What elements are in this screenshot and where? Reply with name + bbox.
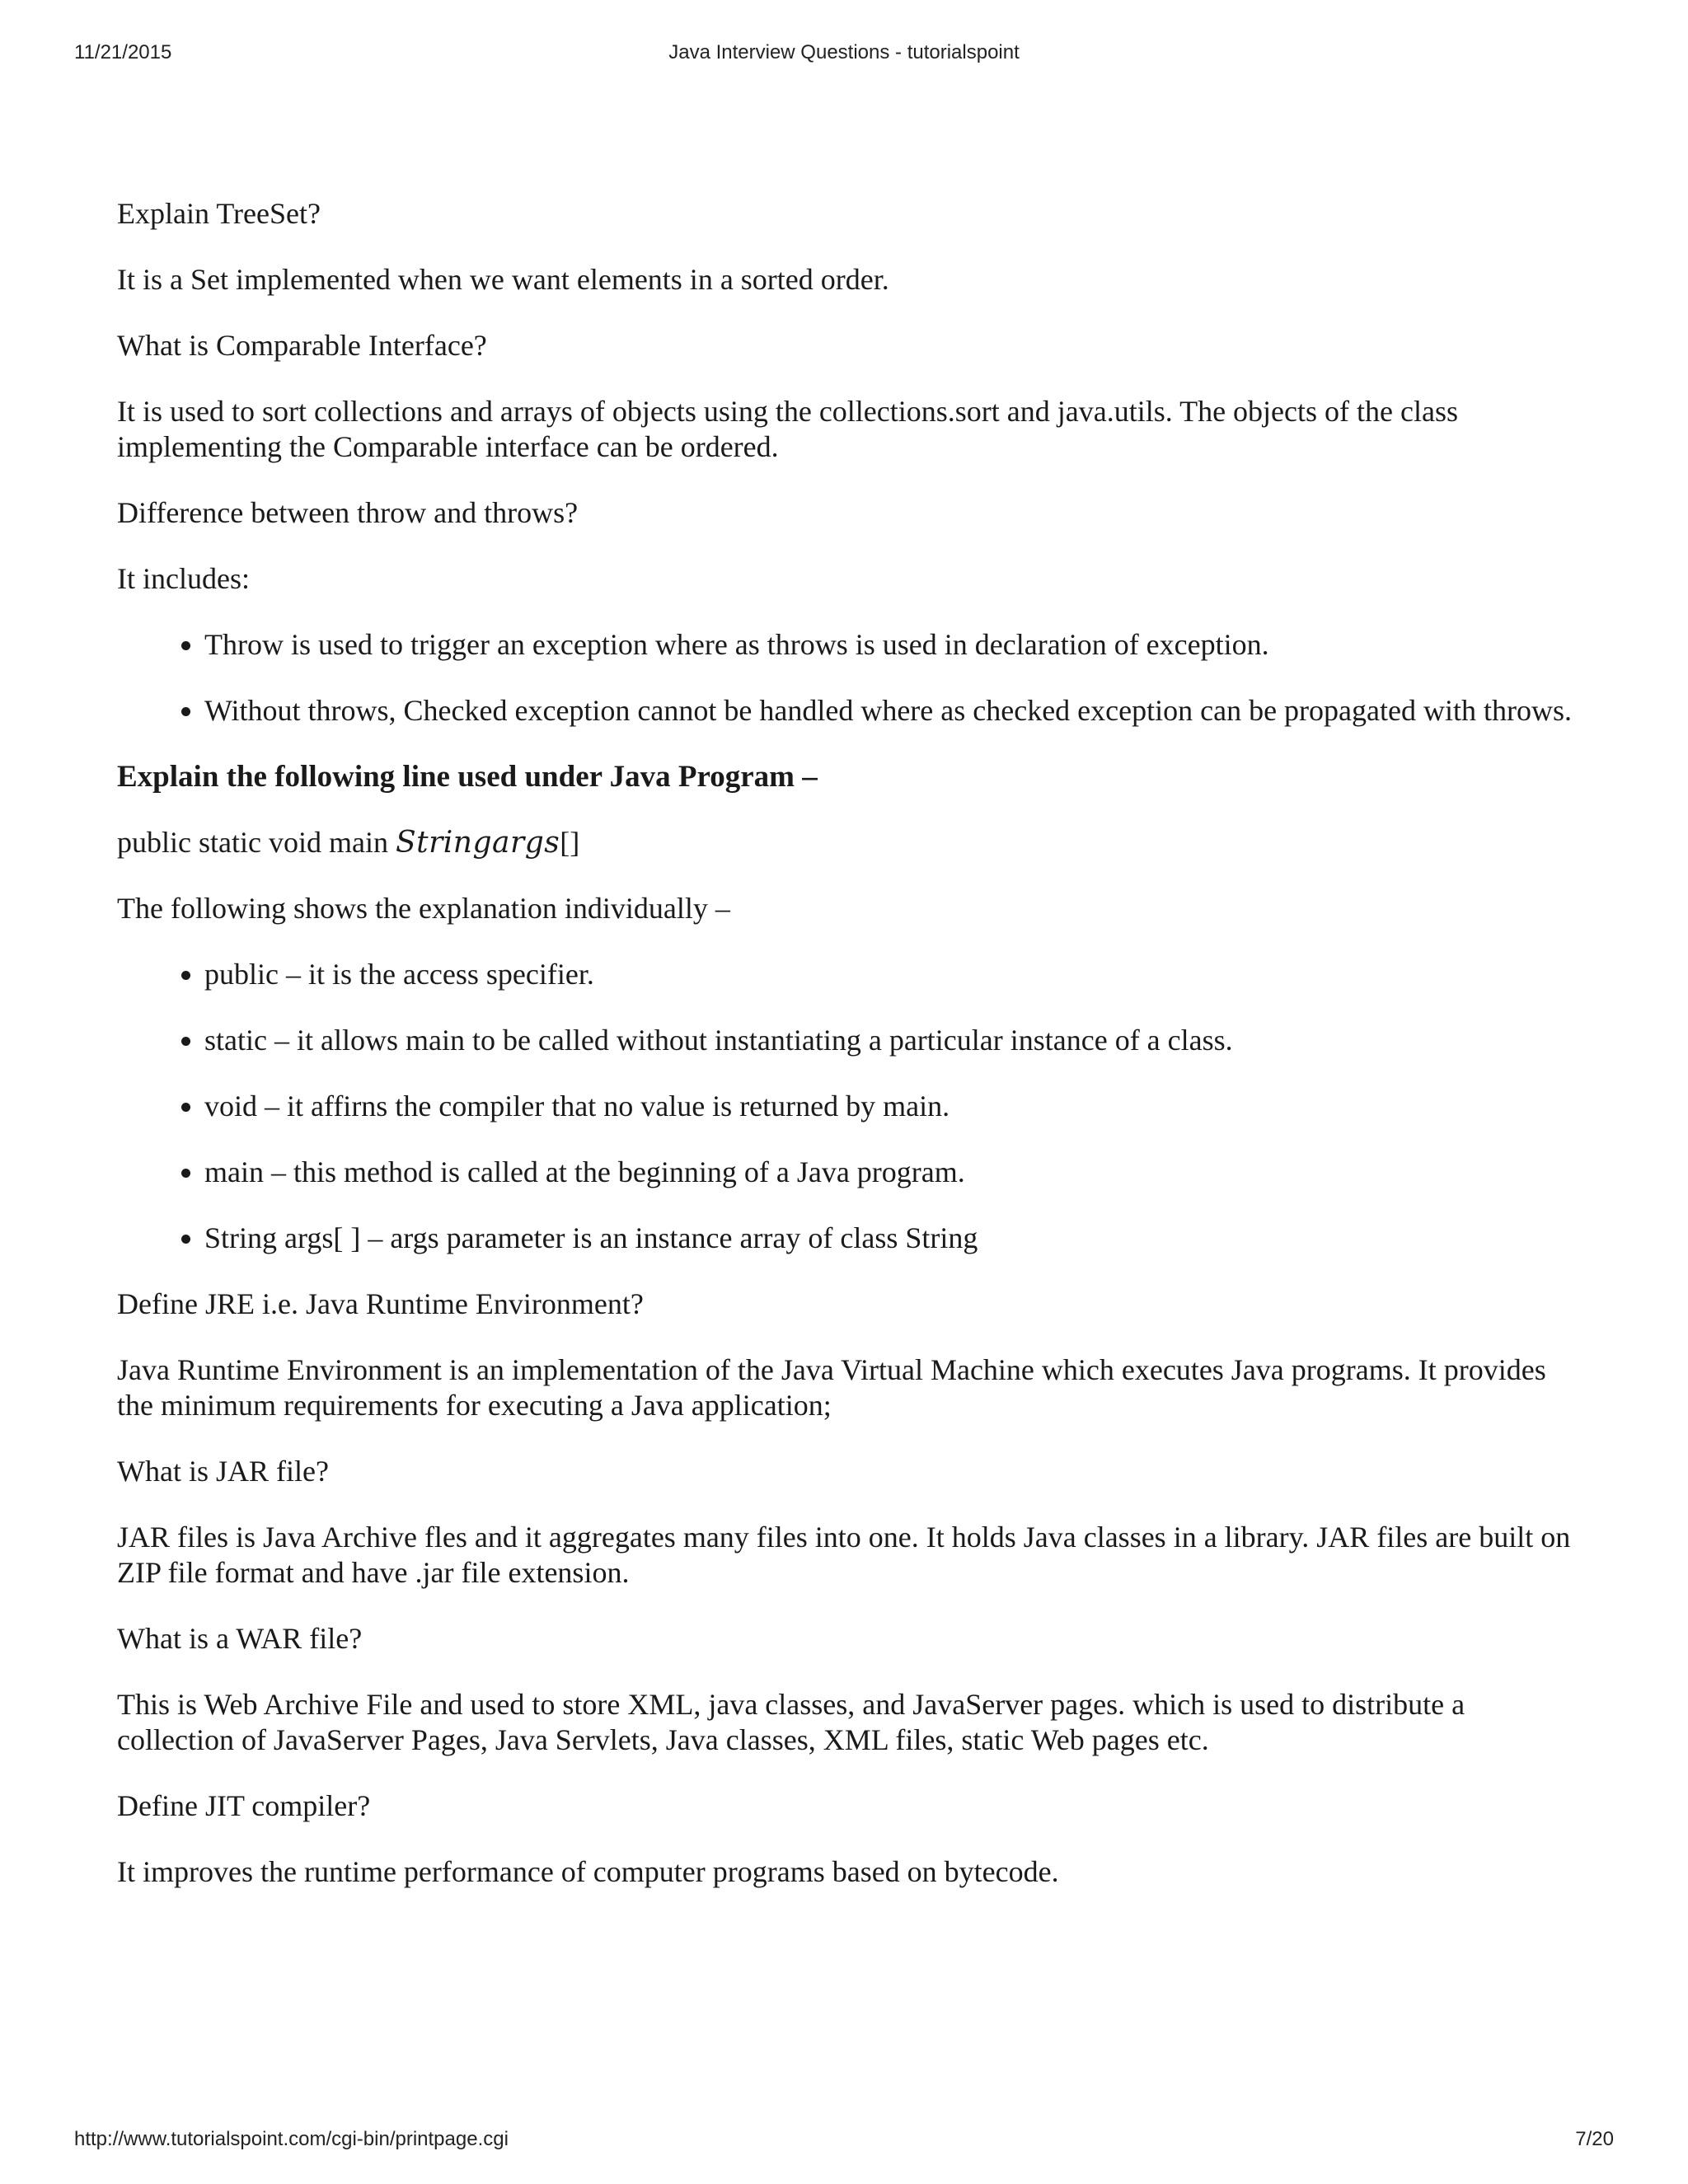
page-footer	[74, 2128, 1614, 2161]
answer-war: This is Web Archive File and used to store XML, java classes, and JavaServer pages. which is used to distribute a collection of JavaServer Pages, Java Servlets, Java classes, XML files, static Web pages etc.	[117, 1688, 1465, 1756]
main-signature-prefix: public static void main	[117, 826, 396, 859]
list-item: • public – it is the access specifier.	[204, 957, 1584, 992]
answer-throw-intro: It includes:	[117, 562, 250, 595]
page-number: 7/20	[1575, 2128, 1614, 2150]
main-points-list	[117, 957, 1584, 1256]
question-throw-throws: Difference between throw and throws?	[117, 496, 579, 529]
list-item: • main – this method is called at the beginning of a Java program.	[204, 1155, 1584, 1190]
page-header	[74, 41, 1614, 74]
list-item: • void – it affirns the compiler that no value is returned by main.	[204, 1089, 1584, 1124]
question-comparable: What is Comparable Interface?	[117, 329, 487, 362]
main-signature	[117, 825, 1584, 860]
main-signature-args: Stringargs	[395, 826, 560, 860]
answer-jre: Java Runtime Environment is an implementation of the Java Virtual Machine which executes Java programs. It provides the minimum requirements for executing a Java application;	[117, 1353, 1546, 1422]
source-url: http://www.tutorialspoint.com/cgi-bin/printpage.cgi	[74, 2128, 509, 2150]
answer-jit: It improves the runtime performance of computer programs based on bytecode.	[117, 1855, 1059, 1888]
question-jre: Define JRE i.e. Java Runtime Environment?	[117, 1287, 644, 1320]
list-item: • static – it allows main to be called without instantiating a particular instance of a class.	[204, 1023, 1584, 1058]
question-jar: What is JAR file?	[117, 1455, 329, 1488]
question-war: What is a WAR file?	[117, 1622, 363, 1655]
document-body	[117, 196, 1584, 1920]
answer-jar: JAR files is Java Archive fles and it aggregates many files into one. It holds Java classes in a library. JAR files are built on ZIP file format and have .jar file extension.	[117, 1521, 1571, 1589]
print-date: 11/21/2015	[74, 41, 172, 63]
main-signature-suffix: []	[560, 826, 580, 859]
main-explanation-intro: The following shows the explanation individually –	[117, 892, 730, 925]
throw-points-list	[117, 627, 1584, 729]
list-item: • Without throws, Checked exception cannot be handled where as checked exception can be propagated with throws.	[204, 693, 1584, 729]
list-item: • String args[ ] – args parameter is an instance array of class String	[204, 1221, 1584, 1256]
question-jit: Define JIT compiler?	[117, 1789, 371, 1822]
section-heading-main: Explain the following line used under Java Program –	[117, 760, 818, 794]
answer-treeset: It is a Set implemented when we want elements in a sorted order.	[117, 263, 889, 296]
page-title: Java Interview Questions - tutorialspoint	[668, 41, 1020, 63]
list-item: • Throw is used to trigger an exception where as throws is used in declaration of exception.	[204, 627, 1584, 663]
question-treeset: Explain TreeSet?	[117, 197, 321, 230]
answer-comparable: It is used to sort collections and arrays of objects using the collections.sort and java.utils. The objects of the class implementing the Comparable interface can be ordered.	[117, 395, 1458, 463]
